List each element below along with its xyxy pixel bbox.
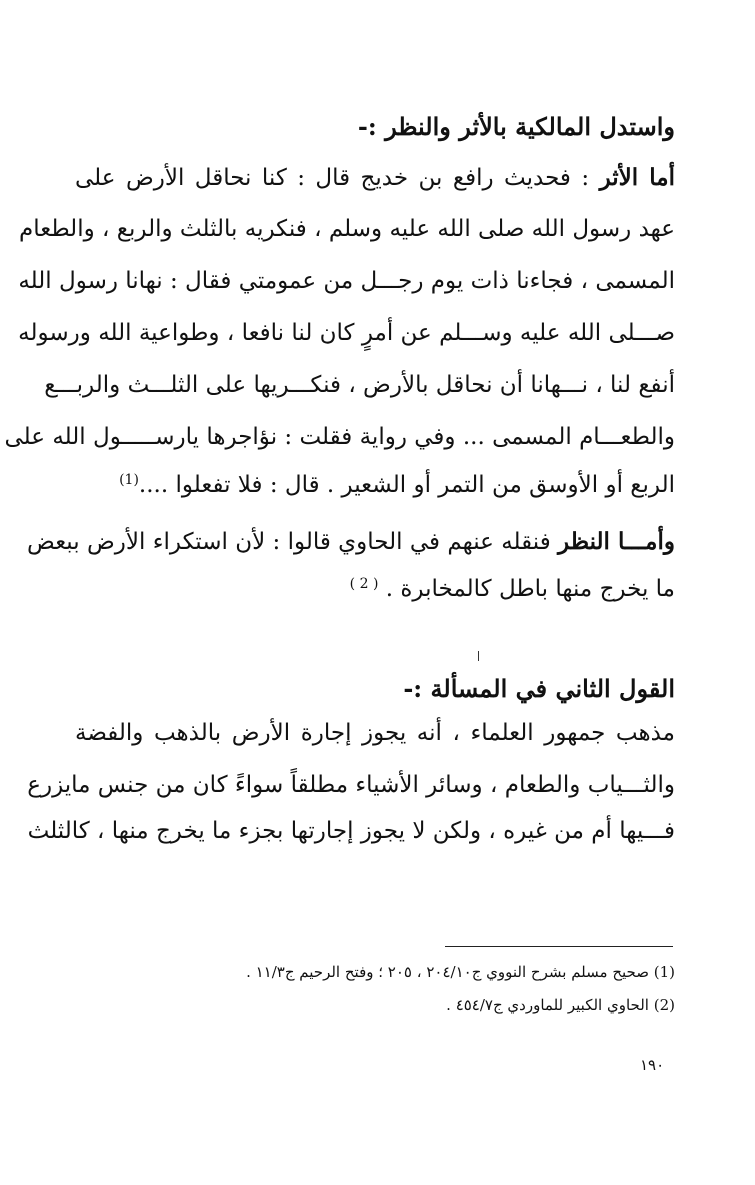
paragraph-line: فـــيها أم من غيره ، ولكن لا يجوز إجارتها بجزء ما يخرج منها ، كالثلث — [27, 818, 675, 844]
paragraph-line: عهد رسول الله صلى الله عليه وسلم ، فنكريه بالثلث والربع ، والطعام — [18, 216, 675, 242]
athar-label: أما الأثر — [599, 164, 676, 191]
paragraph-line: ما يخرج منها باطل كالمخابرة . $^{( 2 )}$ — [349, 576, 675, 602]
page-number: ١٩٠ — [640, 1056, 665, 1074]
paragraph-line: أما الأثر : فحديث رافع بن خديج قال : كنا نحاقل الأرض على — [75, 164, 676, 191]
section-heading-evidence: واستدل المالكية بالأثر والنظر :- — [357, 112, 675, 141]
paragraph-line: أنفع لنا ، نـــهانا أن نحاقل بالأرض ، فنكـــريها على الثلـــث والربـــع — [44, 372, 675, 398]
paragraph-line: وأمـــا النظر فنقله عنهم في الحاوي قالوا : لأن استكراء الأرض ببعض — [27, 528, 675, 555]
footnote-ref-1: (1) — [119, 472, 139, 488]
nazar-label: وأمـــا النظر — [558, 528, 675, 555]
paragraph-line: صـــلى الله عليه وســـلم عن أمرٍ كان لنا نافعا ، وطواعية الله ورسوله — [18, 320, 675, 346]
footnote-2: (2) الحاوي الكبير للماوردي ج٤٥٤/٧ . — [446, 996, 675, 1014]
paragraph-line: والطعـــام المسمى ... وفي رواية فقلت : نؤاجرها يارســـــول الله على — [4, 424, 675, 450]
paragraph-line: المسمى ، فجاءنا ذات يوم رجـــل من عمومتي فقال : نهانا رسول الله — [18, 268, 675, 294]
section-heading-second-opinion: القول الثاني في المسألة :- — [403, 674, 675, 703]
paragraph-line: والثـــياب والطعام ، وسائر الأشياء مطلقاً سواءً كان من جنس مايزرع — [27, 772, 675, 798]
footnote-1: (1) صحيح مسلم بشرح النووي ج٢٠٤/١٠ ، ٢٠٥ ؛ وفتح الرحيم ج١١/٣ . — [246, 963, 675, 981]
paragraph-line: مذهب جمهور العلماء ، أنه يجوز إجارة الأرض بالذهب والفضة — [75, 720, 675, 746]
paragraph-line: الربع أو الأوسق من التمر أو الشعير . قال : فلا تفعلوا ....$^{(1)}$ — [119, 472, 675, 498]
footnote-separator — [445, 946, 673, 947]
footnote-ref-2: ( 2 ) — [349, 576, 379, 592]
stray-mark — [478, 651, 479, 661]
